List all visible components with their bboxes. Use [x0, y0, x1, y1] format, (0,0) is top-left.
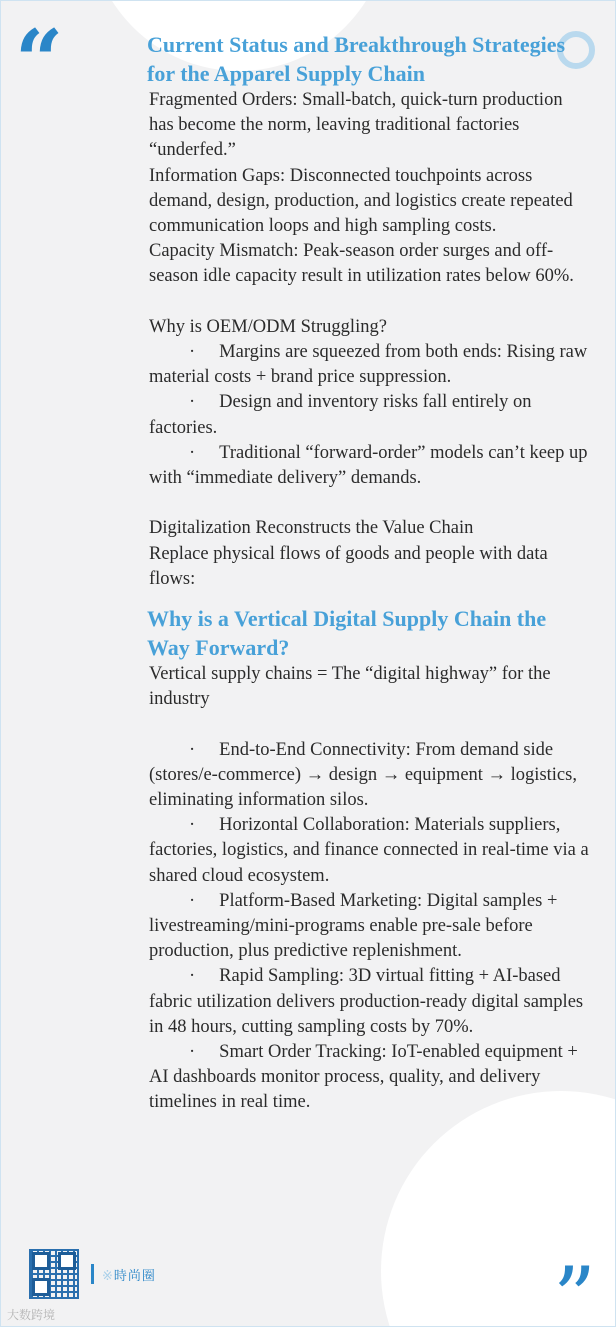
section2-title: Why is a Vertical Digital Supply Chain the Way Forward? [147, 606, 547, 661]
bullet-text: Platform-Based Marketing: Digital samples + livestreaming/mini-programs enable pre-sale before production, plus predictive replenishment. [149, 890, 558, 962]
subheading-oem: Why is OEM/ODM Struggling? [149, 316, 387, 337]
section2-intro: Vertical supply chains = The “digital highway” for the industry [149, 664, 551, 710]
bullet-icon: · [189, 815, 196, 836]
bullet-text: Rapid Sampling: 3D virtual fitting + AI-based fabric utilization delivers production-ready digital samples in 48 hours, cutting sampling costs by 70%. [149, 966, 584, 1037]
bullet-text: End-to-End Connectivity: From demand side (stores/e-commerce) → design → equipment → logistics, eliminating information silos. [149, 739, 577, 811]
bullet-text: Traditional “forward-order” models can’t keep up with “immediate delivery” demands. [149, 442, 588, 489]
digital-title: Digitalization Reconstructs the Value Chain [149, 518, 474, 539]
list-item [147, 889, 591, 965]
bullet-icon: · [189, 392, 196, 413]
list-item [147, 813, 591, 889]
footer [29, 1249, 156, 1299]
bullet-icon: · [189, 342, 196, 363]
list-item [147, 441, 591, 491]
list-item [147, 340, 591, 390]
bullet-text: Margins are squeezed from both ends: Rising raw material costs + brand price suppression. [149, 342, 588, 388]
list-item [147, 1040, 591, 1116]
open-quote-icon: “ [15, 11, 64, 110]
bullet-icon: · [189, 739, 196, 760]
paragraph-fragmented-orders: Fragmented Orders: Small-batch, quick-turn production has become the norm, leaving traditional factories “underfed.” [149, 90, 563, 161]
bullet-text: Design and inventory risks fall entirely on factories. [149, 392, 532, 438]
bullet-icon: · [189, 890, 196, 911]
qr-code-icon[interactable] [29, 1249, 79, 1299]
digital-text: Replace physical flows of goods and people with data flows: [149, 543, 548, 589]
bullet-text: Horizontal Collaboration: Materials suppliers, factories, logistics, and finance connected in real-time via a shared cloud ecosystem. [149, 815, 589, 886]
close-quote-icon: ” [553, 1249, 596, 1327]
watermark: 大数跨境 [7, 1308, 56, 1322]
bullet-icon: · [189, 1042, 196, 1063]
paragraph-capacity-mismatch: Capacity Mismatch: Peak-season order surges and off-season idle capacity result in utilization rates below 60%. [149, 241, 574, 287]
section1-title: Current Status and Breakthrough Strategies for the Apparel Supply Chain [147, 32, 566, 86]
divider [91, 1264, 94, 1284]
bullet-text: Smart Order Tracking: IoT-enabled equipment + AI dashboards monitor process, quality, and delivery timelines in real time. [149, 1042, 578, 1113]
list-item [147, 390, 591, 440]
list-item [147, 964, 591, 1040]
paragraph-information-gaps: Information Gaps: Disconnected touchpoints across demand, design, production, and logistics create repeated communication loops and high sampling costs. [149, 165, 573, 237]
list-item [147, 738, 591, 814]
bullet-icon: · [189, 966, 196, 987]
brand-logo: ※時尚圈 [102, 1268, 156, 1284]
article-content [147, 30, 591, 1116]
bullet-icon: · [189, 442, 196, 463]
